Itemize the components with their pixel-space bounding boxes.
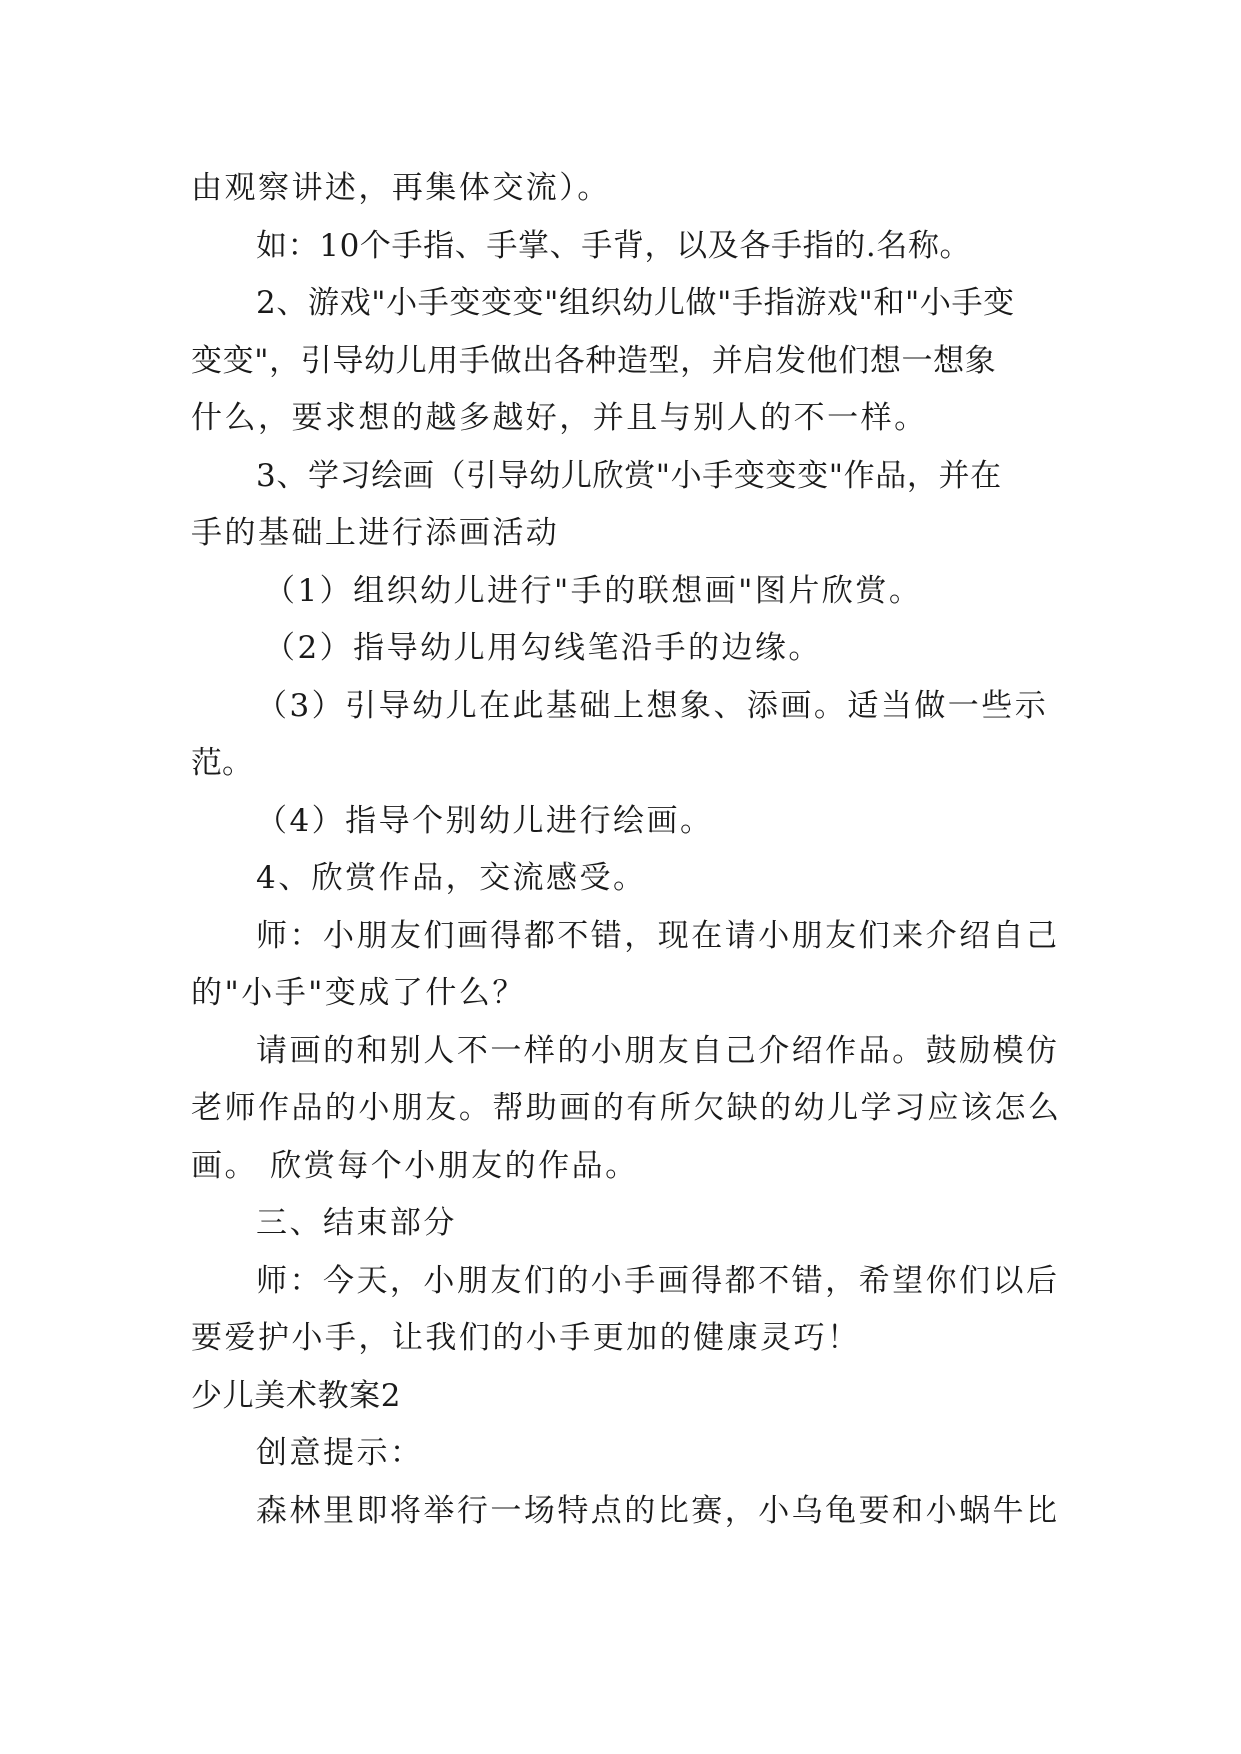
text-line: 请画的和别人不一样的小朋友自己介绍作品。鼓励模仿 (256, 1033, 1060, 1069)
text-line: 画。 欣赏每个小朋友的作品。 (191, 1148, 639, 1184)
text-line: 要爱护小手，让我们的小手更加的健康灵巧！ (191, 1320, 861, 1356)
text-line: 师：今天，小朋友们的小手画得都不错，希望你们以后 (256, 1263, 1060, 1299)
text-line: 三、结束部分 (256, 1205, 457, 1241)
text-line: 森林里即将举行一场特点的比赛，小乌龟要和小蜗牛比 (256, 1493, 1060, 1529)
text-line: 师：小朋友们画得都不错，现在请小朋友们来介绍自己 (256, 918, 1060, 954)
text-line: 手的基础上进行添画活动 (191, 515, 560, 551)
text-line: 4、欣赏作品，交流感受。 (256, 860, 647, 896)
text-line: 2、游戏"小手变变变"组织幼儿做"手指游戏"和"小手变 (256, 285, 1015, 321)
section-heading: 少儿美术教案2 (191, 1378, 402, 1414)
text-line: （1）组织幼儿进行"手的联想画"图片欣赏。 (264, 573, 923, 609)
text-line: 由观察讲述，再集体交流）。 (191, 170, 611, 206)
text-line: 什么，要求想的越多越好，并且与别人的不一样。 (191, 400, 928, 436)
text-line: 如：10个手指、手掌、手背，以及各手指的.名称。 (256, 228, 972, 264)
text-line: 创意提示： (256, 1435, 424, 1471)
text-line: （3）引导幼儿在此基础上想象、添画。适当做一些示 (256, 688, 1049, 724)
text-line: 的"小手"变成了什么？ (191, 975, 526, 1011)
text-line: 老师作品的小朋友。帮助画的有所欠缺的幼儿学习应该怎么 (191, 1090, 1062, 1126)
text-line: （4）指导个别幼儿进行绘画。 (256, 803, 714, 839)
text-line: 范。 (191, 745, 253, 781)
text-line: （2）指导幼儿用勾线笔沿手的边缘。 (264, 630, 822, 666)
text-line: 变变"，引导幼儿用手做出各种造型，并启发他们想一想象 (191, 343, 997, 379)
text-line: 3、学习绘画（引导幼儿欣赏"小手变变变"作品，并在 (256, 458, 1002, 494)
